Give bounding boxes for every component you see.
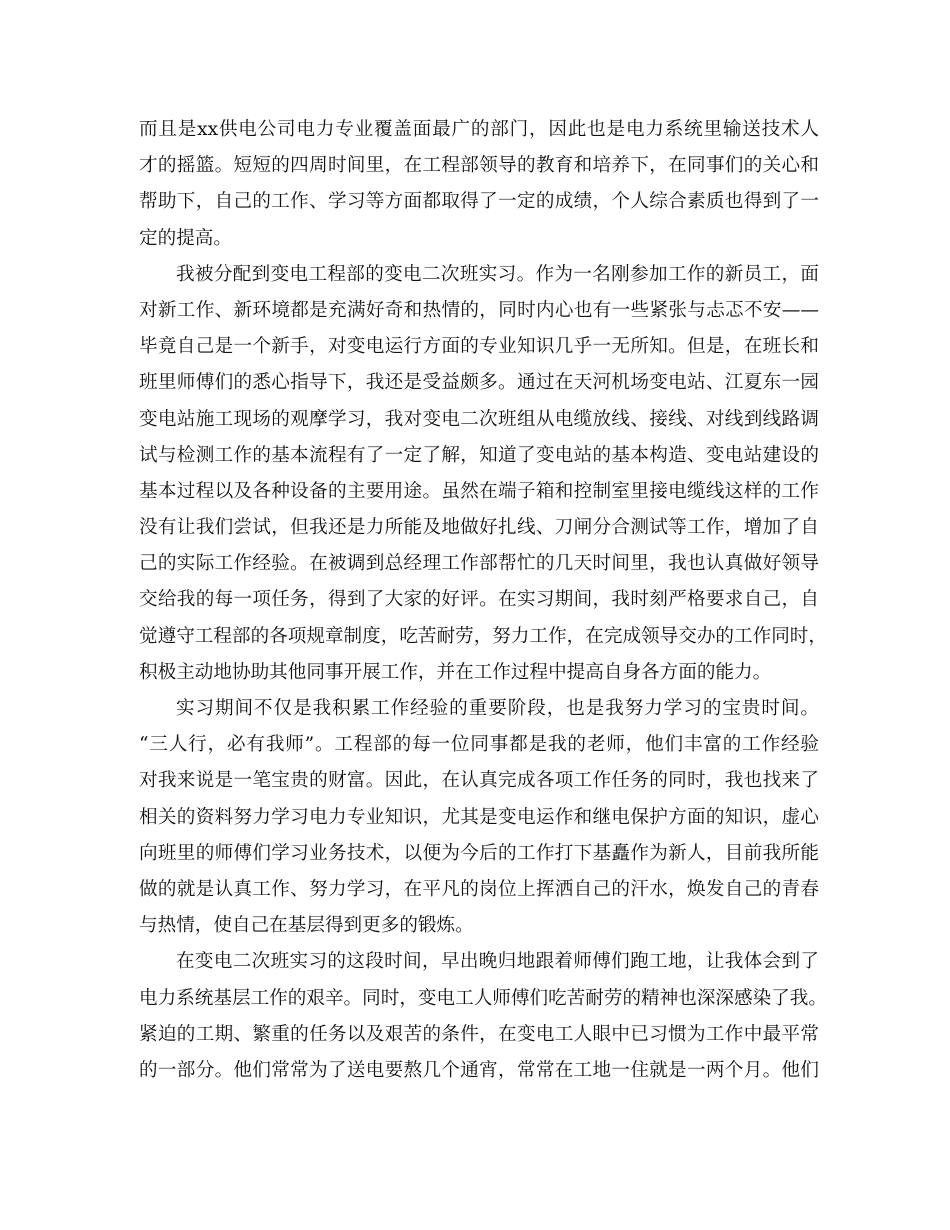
text-line: 在变电二次班实习的这段时间，早出晚归地跟着师傅们跑工地，让我体会到了 — [176, 951, 819, 973]
text-line: 才的摇篮。短短的四周时间里，在工程部领导的教育和培养下，在同事们的关心和 — [139, 155, 819, 177]
paragraph-2 — [139, 257, 827, 691]
text-line: 变电站施工现场的观摩学习，我对变电二次班组从电缆放线、接线、对线到线路调 — [139, 408, 819, 430]
text-line: 毕竟自己是一个新手，对变电运行方面的专业知识几乎一无所知。但是，在班长和 — [139, 336, 819, 358]
text-line: 班里师傅们的悉心指导下，我还是受益颇多。通过在天河机场变电站、江夏东一园 — [139, 372, 819, 394]
text-line: 试与检测工作的基本流程有了一定了解，知道了变电站的基本构造、变电站建设的 — [139, 444, 819, 466]
text-line: 帮助下，自己的工作、学习等方面都取得了一定的成绩，个人综合素质也得到了一 — [139, 191, 819, 213]
paragraph-1 — [139, 112, 819, 257]
text-line: 交给我的每一项任务，得到了大家的好评。在实习期间，我时刻严格要求自己，自 — [139, 589, 819, 611]
text-line: 我被分配到变电工程部的变电二次班实习。作为一名刚参加工作的新员工，面 — [176, 263, 819, 285]
text-line: 相关的资料努力学习电力专业知识，尤其是变电运作和继电保护方面的知识，虚心 — [139, 806, 819, 828]
text-line: 做的就是认真工作、努力学习，在平凡的岗位上挥洒自己的汗水，焕发自己的青春 — [139, 878, 819, 900]
text-line: 电力系统基层工作的艰辛。同时，变电工人师傅们吃苦耐劳的精神也深深感染了我。 — [139, 987, 827, 1009]
document-body — [139, 112, 827, 1089]
text-line: 己的实际工作经验。在被调到总经理工作部帮忙的几天时间里，我也认真做好领导 — [139, 553, 819, 575]
text-line: 觉遵守工程部的各项规章制度，吃苦耐劳，努力工作，在完成领导交办的工作同时， — [139, 625, 827, 647]
text-line: 紧迫的工期、繁重的任务以及艰苦的条件，在变电工人眼中已习惯为工作中最平常 — [139, 1023, 819, 1045]
text-line: 定的提高。 — [139, 227, 232, 249]
text-line: 积极主动地协助其他同事开展工作，并在工作过程中提高自身各方面的能力。 — [139, 661, 772, 683]
text-line: 基本过程以及各种设备的主要用途。虽然在端子箱和控制室里接电缆线这样的工作 — [139, 480, 819, 502]
text-line: 对新工作、新环境都是充满好奇和热情的，同时内心也有一些紧张与忐忑不安—— — [139, 299, 819, 321]
text-line: 向班里的师傅们学习业务技术，以便为今后的工作打下基矗作为新人，目前我所能 — [139, 842, 819, 864]
text-line: 对我来说是一笔宝贵的财富。因此，在认真完成各项工作任务的同时，我也找来了 — [139, 770, 819, 792]
text-line: 的一部分。他们常常为了送电要熬几个通宵，常常在工地一住就是一两个月。他们 — [139, 1059, 819, 1081]
text-line: 实习期间不仅是我积累工作经验的重要阶段，也是我努力学习的宝贵时间。 — [176, 698, 819, 719]
text-line: 而且是xx供电公司电力专业覆盖面最广的部门，因此也是电力系统里输送技术人 — [139, 119, 819, 140]
text-line: 与热情，使自己在基层得到更多的锻炼。 — [139, 915, 474, 937]
text-line: 没有让我们尝试，但我还是力所能及地做好扎线、刀闸分合测试等工作，增加了自 — [139, 517, 819, 539]
text-line: “三人行，必有我师”。工程部的每一位同事都是我的老师，他们丰富的工作经验 — [139, 734, 819, 756]
paragraph-4 — [139, 944, 827, 1089]
paragraph-3 — [139, 691, 819, 944]
